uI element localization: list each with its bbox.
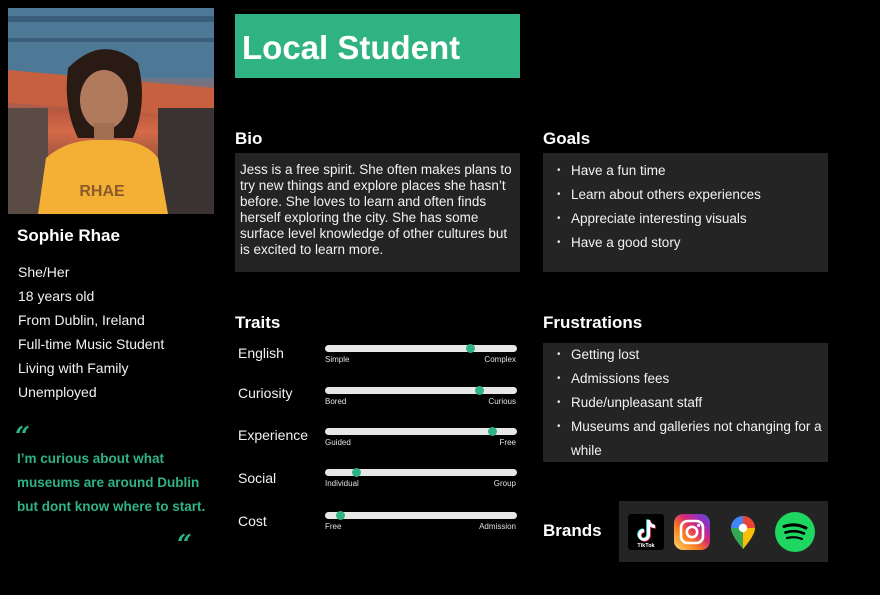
tiktok-icon <box>628 514 664 550</box>
trait-slider-experience <box>325 428 517 447</box>
slider-high-label: Admission <box>479 522 516 531</box>
tiktok-caption: TikTok <box>637 543 655 549</box>
fact-age: 18 years old <box>18 288 95 304</box>
frustration-item: • Museums and galleries not changing for a while <box>550 415 822 463</box>
bio-heading: Bio <box>235 129 263 148</box>
slider-knob <box>488 427 497 436</box>
slider-high-label: Free <box>499 438 516 447</box>
trait-label-cost: Cost <box>238 513 267 529</box>
slider-low-label: Individual <box>325 479 359 488</box>
trait-label-curiosity: Curiosity <box>238 385 293 401</box>
frustration-item: • Rude/unpleasant staff <box>550 391 822 415</box>
fact-pronouns: She/Her <box>18 264 70 280</box>
frustrations-heading: Frustrations <box>543 313 643 332</box>
trait-slider-social <box>325 469 517 488</box>
fact-employment: Unemployed <box>18 384 97 400</box>
slider-high-label: Group <box>493 479 516 488</box>
shirt-print: RHAE <box>79 183 125 200</box>
fact-living: Living with Family <box>18 360 129 376</box>
slider-knob <box>336 511 345 520</box>
goals-list <box>550 159 820 255</box>
traits-heading: Traits <box>235 313 281 332</box>
goal-item: • Have a good story <box>550 231 820 255</box>
persona-quote: I’m curious about what museums are around Dublin but dont know where to start. <box>17 451 206 514</box>
trait-label-experience: Experience <box>238 427 309 443</box>
slider-low-label: Guided <box>325 438 351 447</box>
instagram-icon <box>674 514 710 550</box>
quote-open-icon: “ <box>15 422 30 452</box>
persona-facts <box>18 260 164 404</box>
goal-item: • Learn about others experiences <box>550 183 820 207</box>
spotify-icon <box>774 511 816 553</box>
slider-low-label: Free <box>325 522 342 531</box>
slider-low-label: Simple <box>325 355 350 364</box>
trait-slider-curiosity <box>325 387 517 406</box>
goals-heading: Goals <box>543 129 591 148</box>
brands-panel <box>619 501 828 562</box>
slider-high-label: Curious <box>488 397 516 406</box>
google-maps-icon <box>725 514 761 550</box>
goal-item: • Appreciate interesting visuals <box>550 207 820 231</box>
trait-label-english: English <box>238 345 284 361</box>
persona-photo <box>8 8 214 214</box>
goal-item: • Have a fun time <box>550 159 820 183</box>
slider-knob <box>466 344 475 353</box>
slider-knob <box>352 468 361 477</box>
trait-slider-english <box>325 345 517 364</box>
slider-knob <box>475 386 484 395</box>
quote-close-icon: “ <box>177 530 192 560</box>
fact-occupation: Full-time Music Student <box>18 336 165 352</box>
frustrations-list <box>550 343 822 463</box>
slider-high-label: Complex <box>484 355 516 364</box>
brands-heading: Brands <box>543 521 602 540</box>
page-title: Local Student <box>242 29 461 66</box>
trait-slider-cost <box>325 512 517 531</box>
bio-text: Jess is a free spirit. She often makes plans to try new things and explore places she hasn’t before. She loves to learn and often finds herself exploring the city. She has some surface level knowledge of other cultures but is excited to learn more. <box>240 162 512 257</box>
slider-low-label: Bored <box>325 397 347 406</box>
page-title-banner <box>235 14 520 78</box>
persona-name: Sophie Rhae <box>17 226 120 245</box>
frustration-item: • Getting lost <box>550 343 822 367</box>
trait-label-social: Social <box>238 470 277 486</box>
fact-location: From Dublin, Ireland <box>18 312 145 328</box>
frustration-item: • Admissions fees <box>550 367 822 391</box>
